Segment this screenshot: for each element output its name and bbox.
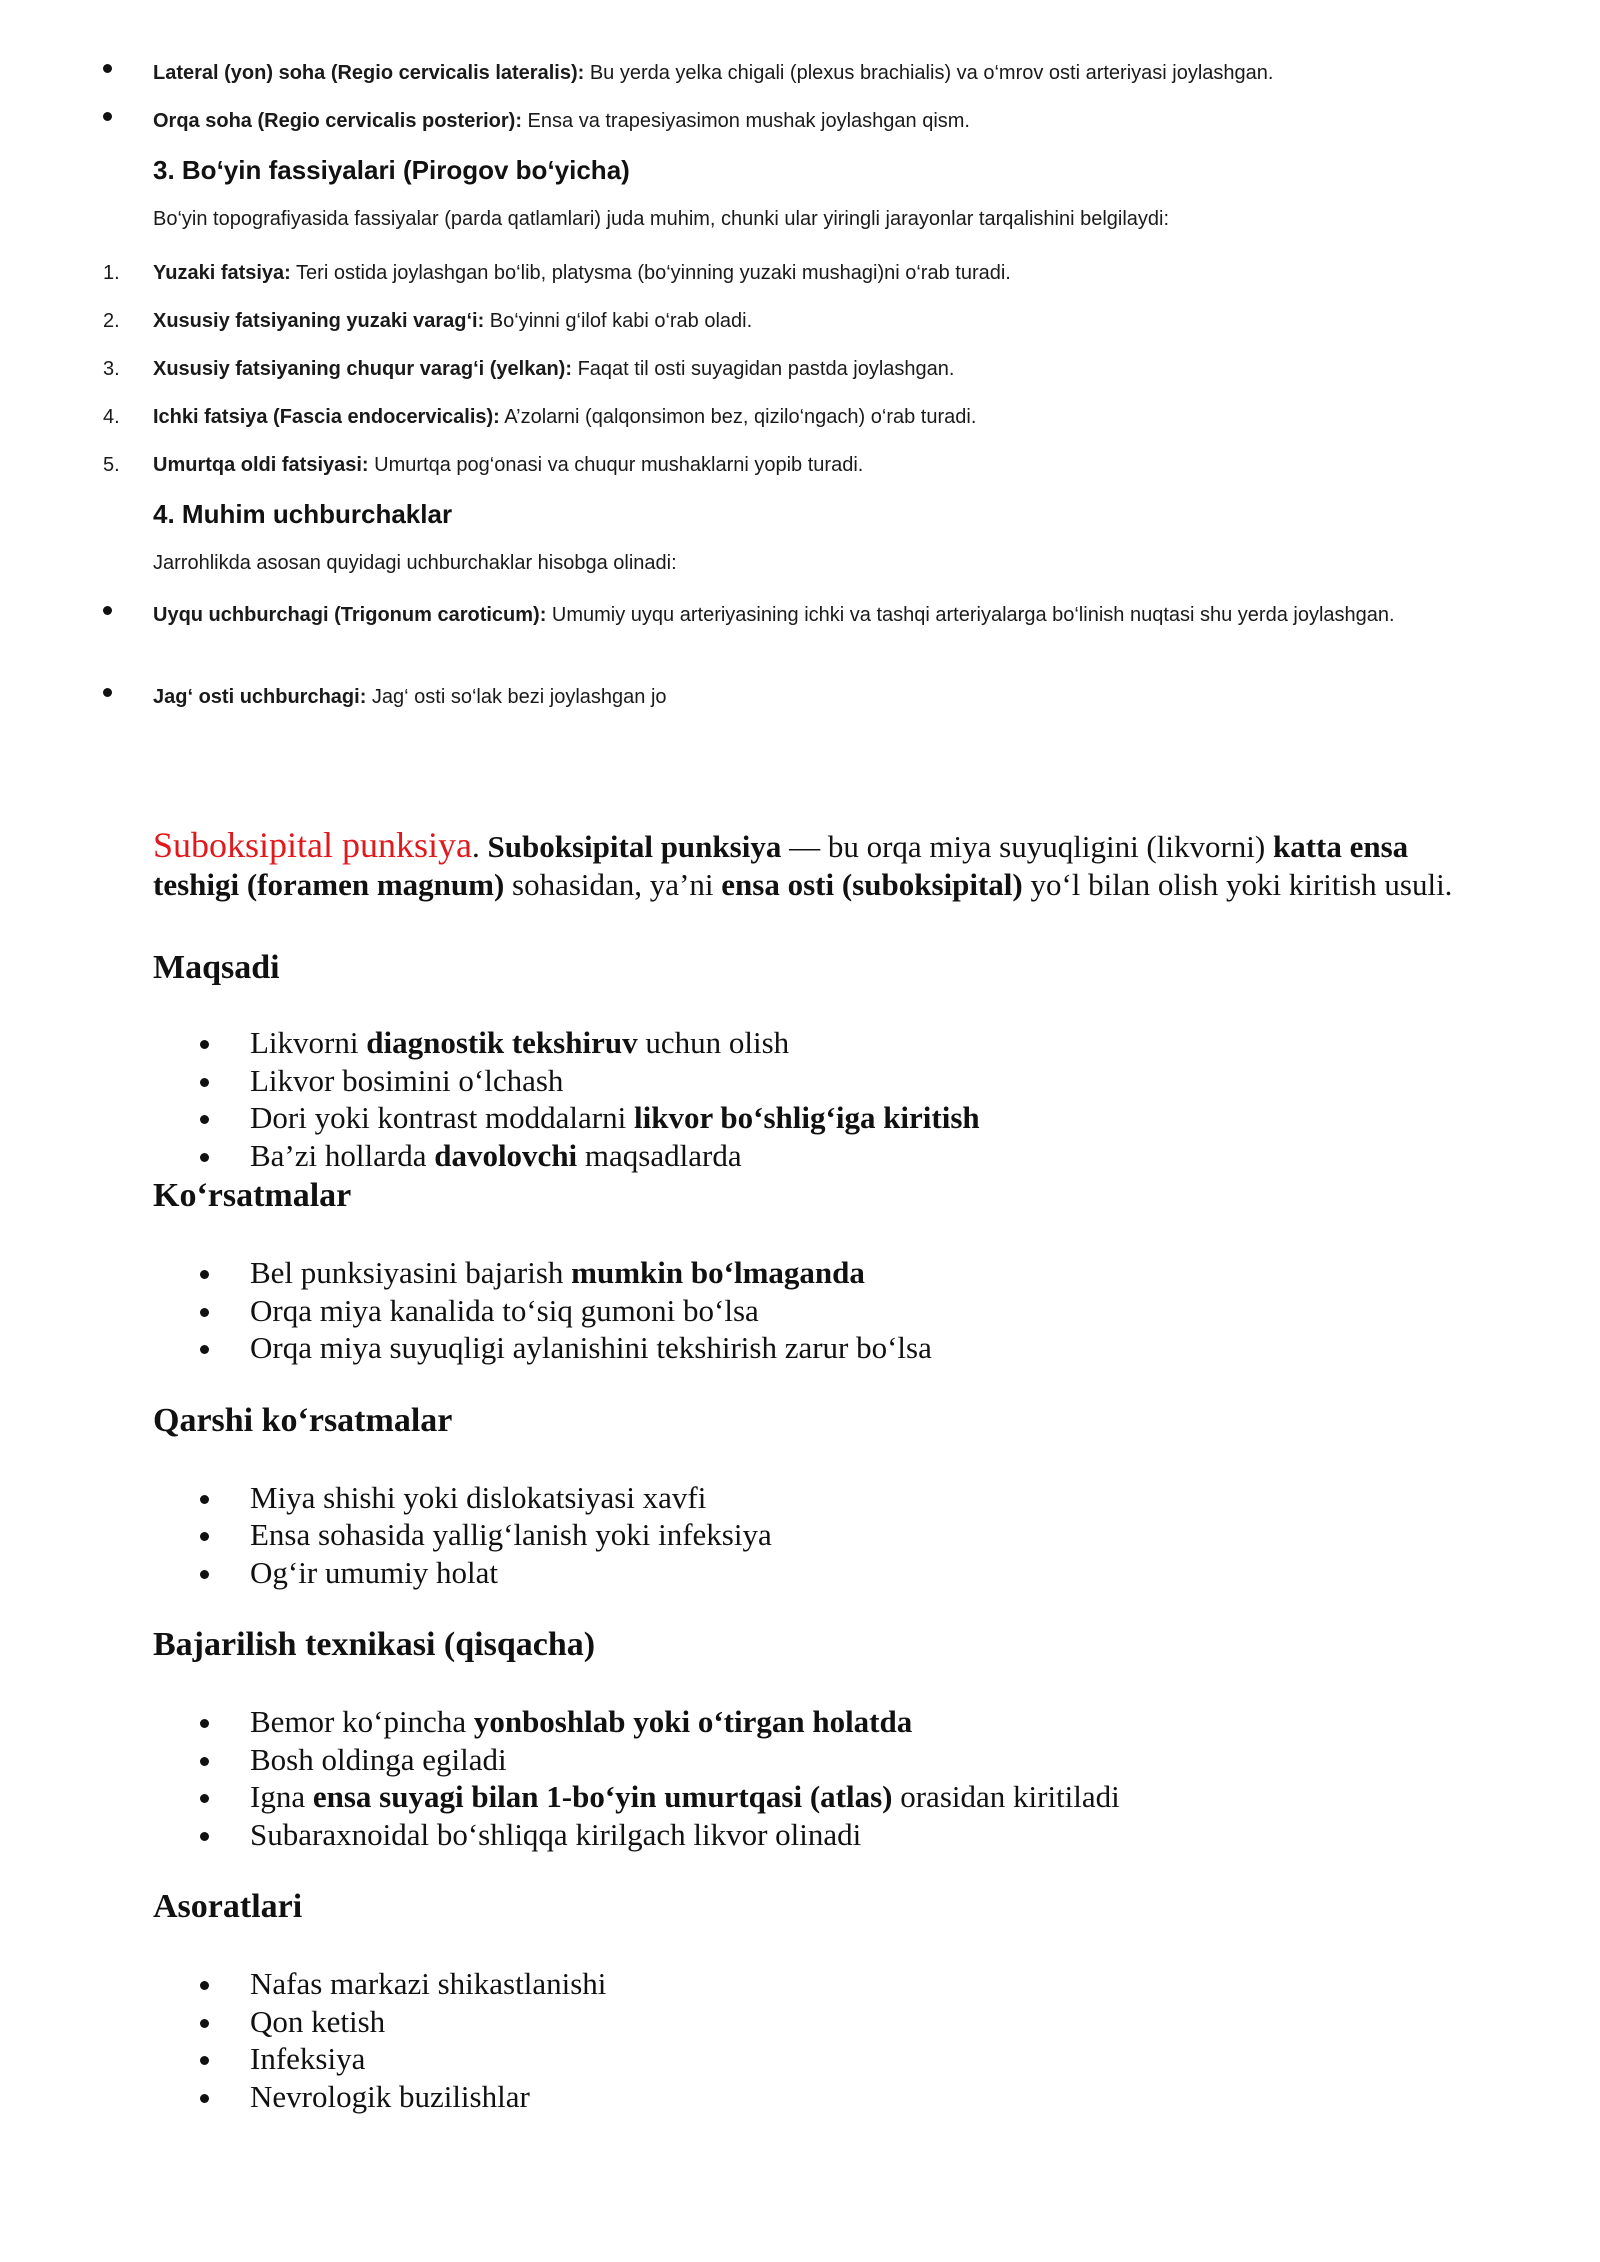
item-bold: likvor bo‘shlig‘iga kiritish [634, 1100, 980, 1135]
list-item [0, 680, 1600, 720]
bullet-icon [200, 1153, 209, 1162]
purpose-list [0, 1024, 1600, 1173]
item-term: Orqa soha (Regio cervicalis posterior): [153, 110, 522, 132]
list-item [0, 2040, 1600, 2078]
item-term: Uyqu uchburchagi (Trigonum caroticum): [153, 604, 547, 626]
bullet-icon [200, 2019, 209, 2028]
item-text: Bel punksiyasini bajarish [250, 1255, 572, 1290]
list-item [0, 2078, 1600, 2116]
lead-text: sohasidan, ya’ni [504, 867, 722, 902]
list-item [0, 1292, 1600, 1330]
list-item [0, 1254, 1600, 1292]
list-item [0, 1703, 1600, 1741]
item-text: Umumiy uyqu arteriyasining ichki va tashqi arteriyalarga bo‘linish nuqtasi shu yerda joylashgan. [546, 604, 1395, 626]
bullet-icon [200, 1495, 209, 1504]
section-heading: Ko‘rsatmalar [153, 1177, 352, 1214]
bullet-icon [200, 1308, 209, 1317]
bullet-icon [200, 1832, 209, 1841]
section-heading: 3. Bo‘yin fassiyalari (Pirogov bo‘yicha) [153, 155, 630, 185]
contraindications-list [0, 1479, 1600, 1592]
item-text: Ensa va trapesiyasimon mushak joylashgan qism. [522, 110, 970, 132]
item-text: orasidan kiritiladi [892, 1779, 1120, 1814]
technique-list [0, 1703, 1600, 1853]
title-period: . [472, 829, 480, 864]
item-text: Bosh oldinga egiladi [250, 1741, 507, 1777]
suboccipital-puncture-section [0, 826, 1600, 2115]
list-item [0, 1516, 1600, 1554]
section-heading: Asoratlari [153, 1888, 303, 1925]
item-term: Ichki fatsiya (Fascia endocervicalis): [153, 406, 500, 428]
bullet-icon [200, 2094, 209, 2103]
bullet-icon [200, 1345, 209, 1354]
numbered-item [0, 304, 1600, 352]
bullet-icon [103, 606, 112, 615]
item-number: 1. [103, 262, 120, 284]
item-text: Og‘ir umumiy holat [250, 1554, 498, 1590]
item-bold: diagnostik tekshiruv [366, 1025, 638, 1060]
bullet-icon [200, 1078, 209, 1087]
bullet-icon [200, 1532, 209, 1541]
section-heading: Qarshi ko‘rsatmalar [153, 1401, 453, 1439]
list-item [0, 1329, 1600, 1367]
numbered-item [0, 352, 1600, 400]
item-text: Ba’zi hollarda [250, 1137, 435, 1173]
item-bold: ensa suyagi bilan 1-bo‘yin umurtqasi (atlas) [312, 1779, 893, 1814]
item-number: 5. [103, 454, 120, 476]
lead-term: ensa osti (suboksipital) [721, 867, 1023, 902]
item-number: 2. [103, 310, 120, 332]
list-item [0, 1024, 1600, 1062]
item-number: 4. [103, 406, 120, 428]
neck-topography-section [0, 56, 1600, 720]
list-item [0, 2003, 1600, 2041]
list-item [0, 1099, 1600, 1137]
item-text: Orqa miya kanalida to‘siq gumoni bo‘lsa [250, 1292, 759, 1328]
item-text: A’zolarni (qalqonsimon bez, qizilo‘ngach) o‘rab turadi. [499, 406, 977, 428]
bullet-icon [200, 1270, 209, 1279]
bullet-icon [200, 1981, 209, 1990]
list-item [0, 598, 1600, 680]
numbered-item [0, 256, 1600, 304]
red-title: Suboksipital punksiya [153, 825, 473, 865]
item-text: Ensa sohasida yallig‘lanish yoki infeksiya [250, 1517, 772, 1552]
item-text: Igna [250, 1779, 313, 1814]
bullet-icon [200, 1794, 209, 1803]
item-text: Qon ketish [250, 2003, 386, 2039]
bullet-icon [103, 688, 112, 697]
bullet-icon [200, 1570, 209, 1579]
item-bold: yonboshlab yoki o‘tirgan holatda [473, 1704, 913, 1739]
list-item [0, 1062, 1600, 1100]
bullet-icon [103, 112, 112, 121]
indications-list [0, 1254, 1600, 1367]
item-term: Jag‘ osti uchburchagi: [153, 686, 367, 708]
item-text: Subaraxnoidal bo‘shliqqa kirilgach likvor olinadi [250, 1816, 862, 1852]
item-term: Yuzaki fatsiya: [153, 262, 291, 284]
item-text: Dori yoki kontrast moddalarni [250, 1100, 634, 1135]
numbered-item [0, 448, 1600, 494]
list-item [0, 1816, 1600, 1854]
section-heading: Maqsadi [153, 949, 280, 986]
item-text: Jag‘ osti so‘lak bezi joylashgan jo [366, 686, 667, 708]
bullet-icon [103, 64, 112, 73]
item-text: Nevrologik buzilishlar [250, 2078, 530, 2114]
list-item [0, 56, 1600, 104]
list-item [0, 1554, 1600, 1592]
list-item [0, 1137, 1600, 1175]
item-text: Teri ostida joylashgan bo‘lib, platysma (bo‘yinning yuzaki mushagi)ni o‘rab turadi. [290, 262, 1011, 284]
item-text: Bemor ko‘pincha [250, 1704, 474, 1739]
item-text: Infeksiya [250, 2041, 366, 2076]
list-item [0, 1479, 1600, 1517]
lead-term: Suboksipital punksiya [487, 829, 782, 864]
item-text: Bu yerda yelka chigali (plexus brachialis) va o‘mrov osti arteriyasi joylashgan. [584, 62, 1274, 84]
item-number: 3. [103, 358, 120, 380]
item-term: Lateral (yon) soha (Regio cervicalis lateralis): [153, 62, 585, 84]
lead-text: — bu orqa miya suyuqligini (likvorni) [781, 829, 1273, 864]
item-term: Xususiy fatsiyaning yuzaki varag‘i: [153, 310, 485, 332]
item-text: Nafas markazi shikastlanishi [250, 1966, 607, 2001]
item-text: Miya shishi yoki dislokatsiyasi xavfi [250, 1479, 707, 1515]
item-bold: davolovchi [434, 1137, 578, 1173]
item-bold: mumkin bo‘lmaganda [571, 1255, 865, 1290]
section-heading: 4. Muhim uchburchaklar [153, 499, 453, 529]
list-item [0, 104, 1600, 150]
item-text: Umurtqa pog‘onasi va chuqur mushaklarni yopib turadi. [368, 454, 864, 476]
item-text: Orqa miya suyuqligi aylanishini tekshirish zarur bo‘lsa [250, 1330, 932, 1365]
item-text: Faqat til osti suyagidan pastda joylashgan. [572, 358, 955, 380]
paragraph: Jarrohlikda asosan quyidagi uchburchaklar hisobga olinadi: [153, 552, 677, 574]
bullet-icon [200, 1757, 209, 1766]
item-term: Umurtqa oldi fatsiyasi: [153, 454, 369, 476]
list-item [0, 1778, 1600, 1816]
lead-paragraph [0, 826, 1600, 948]
lead-term: katta ensa teshigi (foramen magnum) [153, 829, 1409, 902]
bullet-icon [200, 2056, 209, 2065]
numbered-item [0, 400, 1600, 448]
item-text: uchun olish [637, 1025, 790, 1060]
item-text: Likvor bosimini o‘lchash [250, 1062, 564, 1098]
bullet-icon [200, 1719, 209, 1728]
bullet-icon [200, 1115, 209, 1124]
lead-text: yo‘l bilan olish yoki kiritish usuli. [1022, 867, 1453, 902]
list-item [0, 1965, 1600, 2003]
item-text: Bo‘yinni g‘ilof kabi o‘rab oladi. [484, 310, 753, 332]
item-text: maqsadlarda [577, 1137, 742, 1173]
list-item [0, 1741, 1600, 1779]
bullet-icon [200, 1040, 209, 1049]
item-term: Xususiy fatsiyaning chuqur varag‘i (yelkan): [153, 358, 573, 380]
paragraph: Bo‘yin topografiyasida fassiyalar (parda qatlamlari) juda muhim, chunki ular yiringli jarayonlar tarqalishini belgilaydi: [153, 208, 1170, 230]
section-heading: Bajarilish texnikasi (qisqacha) [153, 1626, 596, 1663]
item-text: Likvorni [250, 1025, 367, 1060]
complications-list [0, 1965, 1600, 2115]
